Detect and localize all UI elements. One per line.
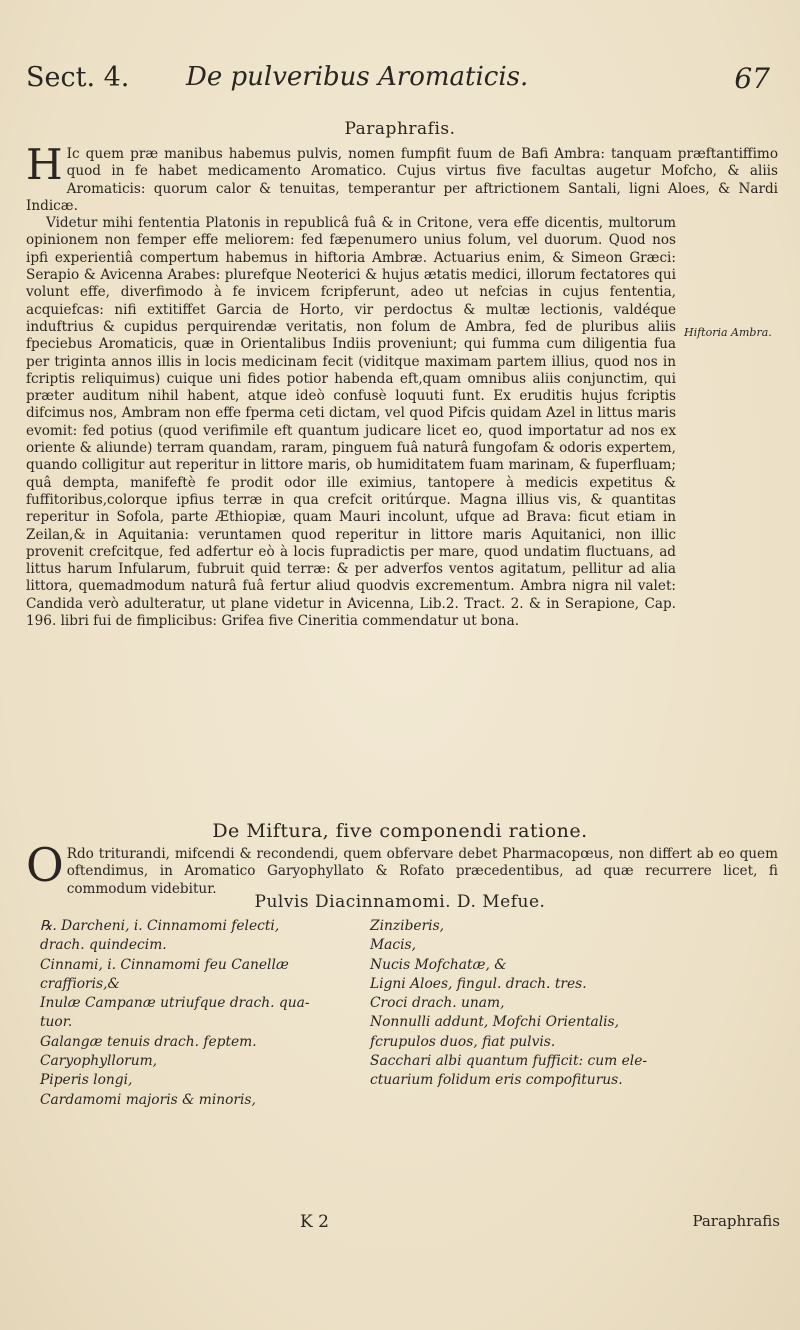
section-number: Sect. 4. [26,62,130,93]
recipe-line: Galangæ tenuis drach. feptem. [40,1033,257,1050]
paragraph-3 [26,838,778,898]
paragraph-3-text: Rdo triturandi, mifcendi & recondendi, quem obfervare debet Pharmacopœus, non differt ab eo quem oftendimus, in Aromatico Garyophyllato & Rofato præcedentibus, ad quæ recurrere licet, fi commodum videbitur. [66,846,778,897]
recipe-line: Croci drach. unam, [370,995,505,1012]
page-header [26,62,774,112]
recipe-right-column [370,917,760,1091]
margin-note: Hiftoria Ambra. [684,326,772,339]
recipe-line: Nonnulli addunt, Mofchi Orientalis, [370,1014,620,1031]
recipe-line: Nucis Mofchatæ, & [370,956,507,973]
paraphrasis-heading: Paraphrafis. [344,119,456,139]
recipe-line: craffioris,& [40,975,120,992]
recipe-line: Caryophyllorum, [40,1053,158,1070]
paragraph-1-text: Ic quem præ manibus habemus pulvis, nomen fumpfit fuum de Bafi Ambra: tanquam præftantiffimo quod in fe habet medicamento Aromatico. Cujus virtus five facultas augetur Mofcho, & aliis Aromaticis: quorum calor & tenuitas, temperantur per aftrictionem Santali, ligni Aloes, & Nardi Indicæ. [26,146,778,214]
drop-cap-h: H [26,140,63,189]
recipe-line: Cinnami, i. Cinnamomi feu Canellæ [40,956,289,973]
drop-cap-o: O [26,838,64,892]
recipe-line: tuor. [40,1014,73,1031]
page-footer [0,1212,800,1242]
paragraph-2: Videtur mihi fententia Platonis in republicâ fuâ & in Critone, vera effe dicentis, multorum opinionem non femper effe meliorem: fed fæpenumero unius folum, vel duorum. Quod nos ipfi experientiâ compertum habemus in hiftoria Ambræ. Actuarius enim, & Simeon Græci: Serapio & Avicenna Arabes: plurefque Neoterici & hujus ætatis medici, illorum fectatores qui volunt effe, diverfimodo à fe invicem fcripferunt, adeo ut nefcias in cujus fententia, acquiefcas: nifi extitiffet Garcia de Horto, vir perdoctus & multæ lectionis, valdéque induftrius & cupidus perquirendæ veritatis, non folum de Ambra, fed de pluribus aliis fpeciebus Aromaticis, quæ in Orientalibus Indiis proveniunt; qui fumma cum diligentia fua per triginta annos illis in locis medicinam fecit (viditque maximam partem illius, quod nos in fcriptis reliquimus) cuique uni fides potior habenda eft,quam omnibus aliis conjunctim, qui præter auditum nihil habent, atque ideò confusè loquuti funt. Ex eruditis hujus fcriptis difcimus nos, Ambram non effe fperma ceti dictam, vel quod Pifcis quidam Azel in littus maris evomit: fed potius (quod verifimile eft quantum judicare licet eo, quod importatur ad nos ex oriente & aliunde) terram quandam, raram, pinguem fuâ naturâ fungofam & odoris expertem, quando colligitur aut reperitur in littore maris, ob humiditatem fuam marinam, & fuperfluam; quâ dempta, manifeftè fe prodit odor ille eximius, tantopere à medicis expetitus & fuffitoribus,colorque ipfius terræ in qua crefcit oritúrque. Magna illius vis, & quantitas reperitur in Sofola, parte Æthiopiæ, quam Mauri incolunt, ufque ad Brava: ficut etiam in Zeilan,& in Aquitania: veruntamen quod reperitur in littore maris Aquitanici, non illic provenit crefcitque, fed adfertur eò à locis fupradictis per mare, quod undatim fluctuans, ad littus harum Infularum, fubruit quid terræ: & per adverfos ventos agitatum, pellitur ad alia littora, quemadmodum naturâ fuâ fertur aliud quodvis excrementum. Ambra nigra nil valet: Candida verò adulteratur, ut plane videtur in Avicenna, Lib.2. Tract. 2. & in Serapione, Cap. 196. libri fui de fimplicibus: Grifea five Cineritia commendatur ut bona. [26,215,676,630]
recipe-line: drach. quindecim. [40,937,167,954]
recipe-line: fcrupulos duos, fiat pulvis. [370,1033,556,1050]
recipe-line: Ligni Aloes, fingul. drach. tres. [370,975,587,992]
recipe-line: Inulæ Campanæ utriufque drach. qua- [40,995,310,1012]
catchword: Paraphrafis [692,1212,780,1230]
recipe-line: Macis, [370,937,416,954]
running-title: De pulveribus Aromaticis. [186,62,529,92]
page-number: 67 [734,62,770,95]
recipe-line: ctuarium folidum eris compofiturus. [370,1072,623,1089]
recipe-line: Sacchari albi quantum fufficit: cum ele- [370,1053,648,1070]
recipe-line: Cardamomi majoris & minoris, [40,1091,256,1108]
section-heading-mixtura: De Miftura, five componendi ratione. [212,820,588,842]
main-text [26,140,778,630]
recipe-line: Piperis longi, [40,1072,133,1089]
signature-mark: K 2 [300,1212,329,1232]
paragraph-1 [26,140,778,215]
recipe-line: Zinziberis, [370,918,445,934]
recipe-left-column [40,917,360,1110]
recipe-title: Pulvis Diacinnamomi. D. Mefue. [254,892,546,912]
recipe-line: ℞. Darcheni, i. Cinnamomi felecti, [40,918,280,934]
